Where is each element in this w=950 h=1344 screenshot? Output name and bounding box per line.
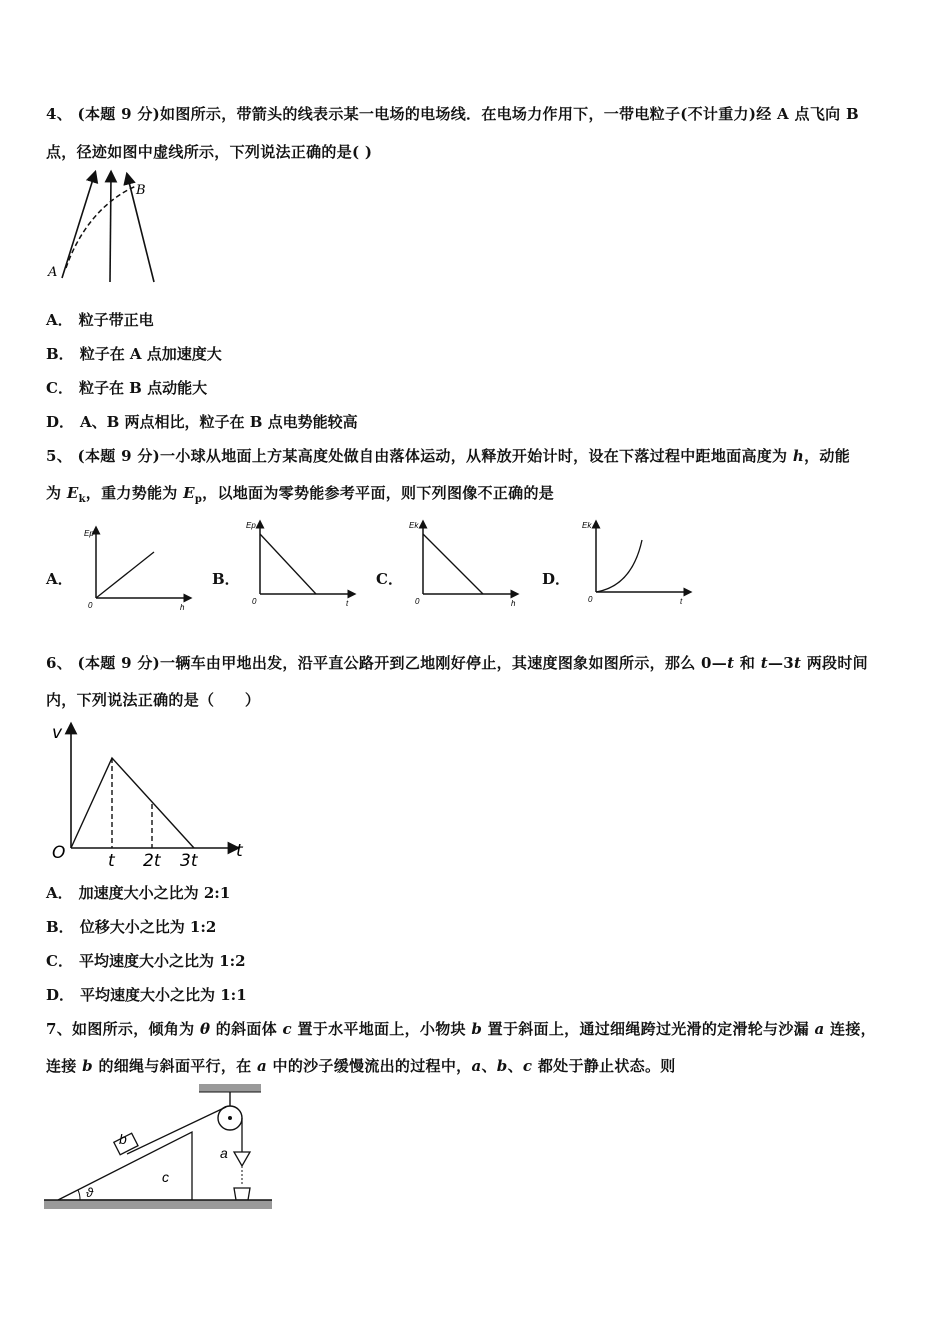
q6-stem-line2: 内，下列说法正确的是（ ）	[46, 691, 261, 709]
ground	[44, 1200, 272, 1209]
svg-text:t: t	[236, 841, 243, 861]
svg-text:t: t	[346, 599, 349, 608]
q6-option-b[interactable]: B． 位移大小之比为 1:2	[46, 918, 217, 936]
svg-text:h: h	[180, 603, 185, 612]
q4-stem-line1: 4、 (本题 9 分)如图所示，带箭头的线表示某一电场的电场线．在电场力作用下，一带电粒子(不计重力)经 A 点飞向 B	[46, 105, 859, 123]
svg-text:a: a	[220, 1145, 228, 1161]
point-a-label: A	[48, 265, 58, 280]
field-line-middle	[110, 176, 111, 282]
q4-field-lines-figure	[44, 170, 169, 285]
svg-text:Ek: Ek	[582, 521, 592, 530]
q7-stem-line2: 连接 b 的细绳与斜面平行，在 a 中的沙子缓慢流出的过程中，a、b、c 都处于静止状态。则	[46, 1057, 676, 1075]
q5-stem-line1: 5、 (本题 9 分)一小球从地面上方某高度处做自由落体运动，从释放开始计时，设在下落过程中距地面高度为 h，动能	[46, 447, 850, 465]
svg-text:Ep: Ep	[84, 529, 94, 538]
q5-graph-d	[580, 516, 695, 608]
svg-text:h: h	[511, 599, 516, 608]
svg-text:t: t	[108, 851, 115, 871]
svg-text:c: c	[162, 1169, 169, 1185]
svg-text:v: v	[52, 723, 63, 743]
svg-text:Ep: Ep	[246, 521, 256, 530]
svg-text:0: 0	[252, 597, 257, 606]
q6-option-d[interactable]: D． 平均速度大小之比为 1:1	[46, 986, 247, 1004]
svg-text:Ek: Ek	[409, 521, 419, 530]
q5-option-c-label[interactable]: C．	[376, 570, 403, 588]
cup	[234, 1188, 250, 1200]
q7-stem-line1: 7、如图所示，倾角为 θ 的斜面体 c 置于水平地面上，小物块 b 置于斜面上，通过细绳跨过光滑的定滑轮与沙漏 a 连接，	[46, 1020, 876, 1038]
svg-text:0: 0	[588, 595, 593, 604]
q5-graph-a	[80, 522, 195, 612]
q5-option-a-label[interactable]: A．	[46, 570, 73, 588]
q4-option-b[interactable]: B． 粒子在 A 点加速度大	[46, 345, 222, 363]
svg-text:t: t	[680, 597, 683, 606]
q4-option-a[interactable]: A． 粒子带正电	[46, 311, 154, 329]
q6-stem-line1: 6、 (本题 9 分)一辆车由甲地出发，沿平直公路开到乙地刚好停止，其速度图象如图所示，那么 0—t 和 t—3t 两段时间	[46, 654, 868, 672]
q5-graph-c	[407, 516, 522, 608]
svg-text:O: O	[52, 843, 66, 863]
q6-option-c[interactable]: C． 平均速度大小之比为 1:2	[46, 952, 246, 970]
q5-stem-line2: 为 $E_k$，重力势能为 $E_p$，以地面为零势能参考平面，则下列图像不正确的是	[46, 484, 555, 505]
point-b-label: B	[136, 183, 146, 198]
q5-graph-b	[244, 516, 359, 608]
svg-text:b: b	[119, 1131, 127, 1147]
particle-trajectory	[66, 186, 136, 268]
ceiling	[199, 1084, 261, 1092]
svg-text:2t: 2t	[143, 851, 161, 871]
graph-d-curve	[596, 540, 642, 592]
q4-option-d[interactable]: D． A、B 两点相比，粒子在 B 点电势能较高	[46, 413, 358, 431]
field-line-left	[62, 176, 94, 278]
graph-a-line	[96, 552, 154, 598]
svg-text:0: 0	[88, 601, 93, 610]
q6-option-a[interactable]: A． 加速度大小之比为 2:1	[46, 884, 231, 902]
svg-text:ϑ: ϑ	[86, 1185, 94, 1200]
q6-velocity-graph	[46, 720, 256, 870]
q4-stem-line2: 点，径迹如图中虚线所示，下列说法正确的是( )	[46, 143, 373, 161]
sand-funnel	[234, 1152, 250, 1166]
q5-option-d-label[interactable]: D．	[542, 570, 571, 588]
svg-text:3t: 3t	[180, 851, 198, 871]
svg-text:0: 0	[415, 597, 420, 606]
q5-option-b-label[interactable]: B．	[212, 570, 240, 588]
q7-incline-figure	[44, 1082, 274, 1212]
velocity-line	[71, 758, 194, 848]
graph-b-line	[260, 534, 316, 594]
q4-option-c[interactable]: C． 粒子在 B 点动能大	[46, 379, 208, 397]
graph-c-line	[423, 534, 483, 594]
